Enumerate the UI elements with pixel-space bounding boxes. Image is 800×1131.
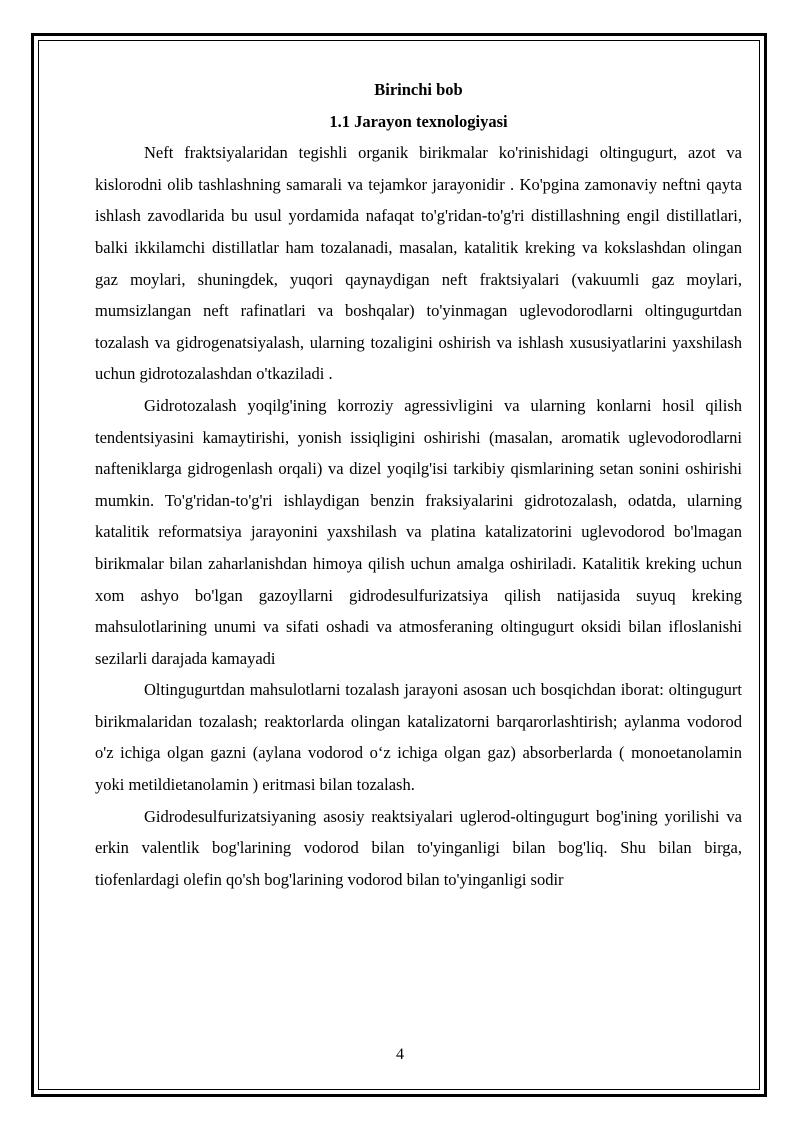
paragraph-4: Gidrodesulfurizatsiyaning asosiy reaktsiyalari uglerod-oltingugurt bog'ining yorilishi va erkin valentlik bog'larining vodorod bilan to'yinganligi bilan bog'liq. Shu bilan birga, tiofenlardagi olefin qo'sh bog'larining vodorod bilan to'yinganligi sodir — [95, 806, 742, 889]
paragraph-1: Neft fraktsiyalaridan tegishli organik birikmalar ko'rinishidagi oltingugurt, azot va kislorodni olib tashlashning samarali va tejamkor jarayonidir . Ko'pgina zamonaviy neftni qayta ishlash zavodlarida bu usul yordamida nafaqat to'g'ridan-to'g'ri distillashning engil distillatlari, balki ikkilamchi distillatlar ham tozalanadi, masalan, katalitik kreking va kokslashdan olingan gaz moylari, shuningdek, yuqori qaynaydigan neft fraktsiyalari (vakuumli gaz moylari, mumsizlangan neft rafinatlari va boshqalar) to'yinmagan uglevodorodlarni oltingugurtdan tozalash va gidrogenatsiyalash, ularning tozaligini oshirish va ishlash xususiyatlarini yaxshilash uchun gidrotozalashdan o'tkaziladi . — [95, 143, 742, 384]
section-title: 1.1 Jarayon texnologiyasi — [329, 111, 508, 131]
paragraph-2: Gidrotozalash yoqilg'ining korroziy agressivligini va ularning konlarni hosil qilish tendentsiyasini kamaytirishi, yonish issiqligini oshirishi (masalan, aromatik uglevodorodlarni nafteniklarga gidrogenlash orqali) va dizel yoqilg'isi tarkibiy qismlarining setan sonini oshirishi mumkin. To'g'ridan-to'g'ri ishlaydigan benzin fraksiyalarini gidrotozalash, odatda, ularning katalitik reformatsiya jarayonini yaxshilash va platina katalizatorini uglevodorod bo'lmagan birikmalar bilan zaharlanishdan himoya qilish uchun amalga oshiriladi. Katalitik kreking uchun xom ashyo bo'lgan gazoyllarni gidrodesulfurizatsiya qilish natijasida suyuq kreking mahsulotlarining unumi va sifati oshadi va atmosferaning oltingugurt oksidi bilan ifloslanishi sezilarli darajada kamayadi — [95, 395, 742, 668]
page-number: 4 — [396, 1046, 404, 1063]
paragraph-3: Oltingugurtdan mahsulotlarni tozalash jarayoni asosan uch bosqichdan iborat: oltingugurt birikmalaridan tozalash; reaktorlarda olingan katalizatorni barqarorlashtirish; aylanma vodorod o'z ichiga olgan gazni (aylana vodorod o‘z ichiga olgan gaz) absorberlarda ( monoetanolamin yoki metildietanolamin ) eritmasi bilan tozalash. — [95, 680, 742, 795]
chapter-title: Birinchi bob — [374, 80, 463, 99]
page-content — [95, 74, 742, 895]
